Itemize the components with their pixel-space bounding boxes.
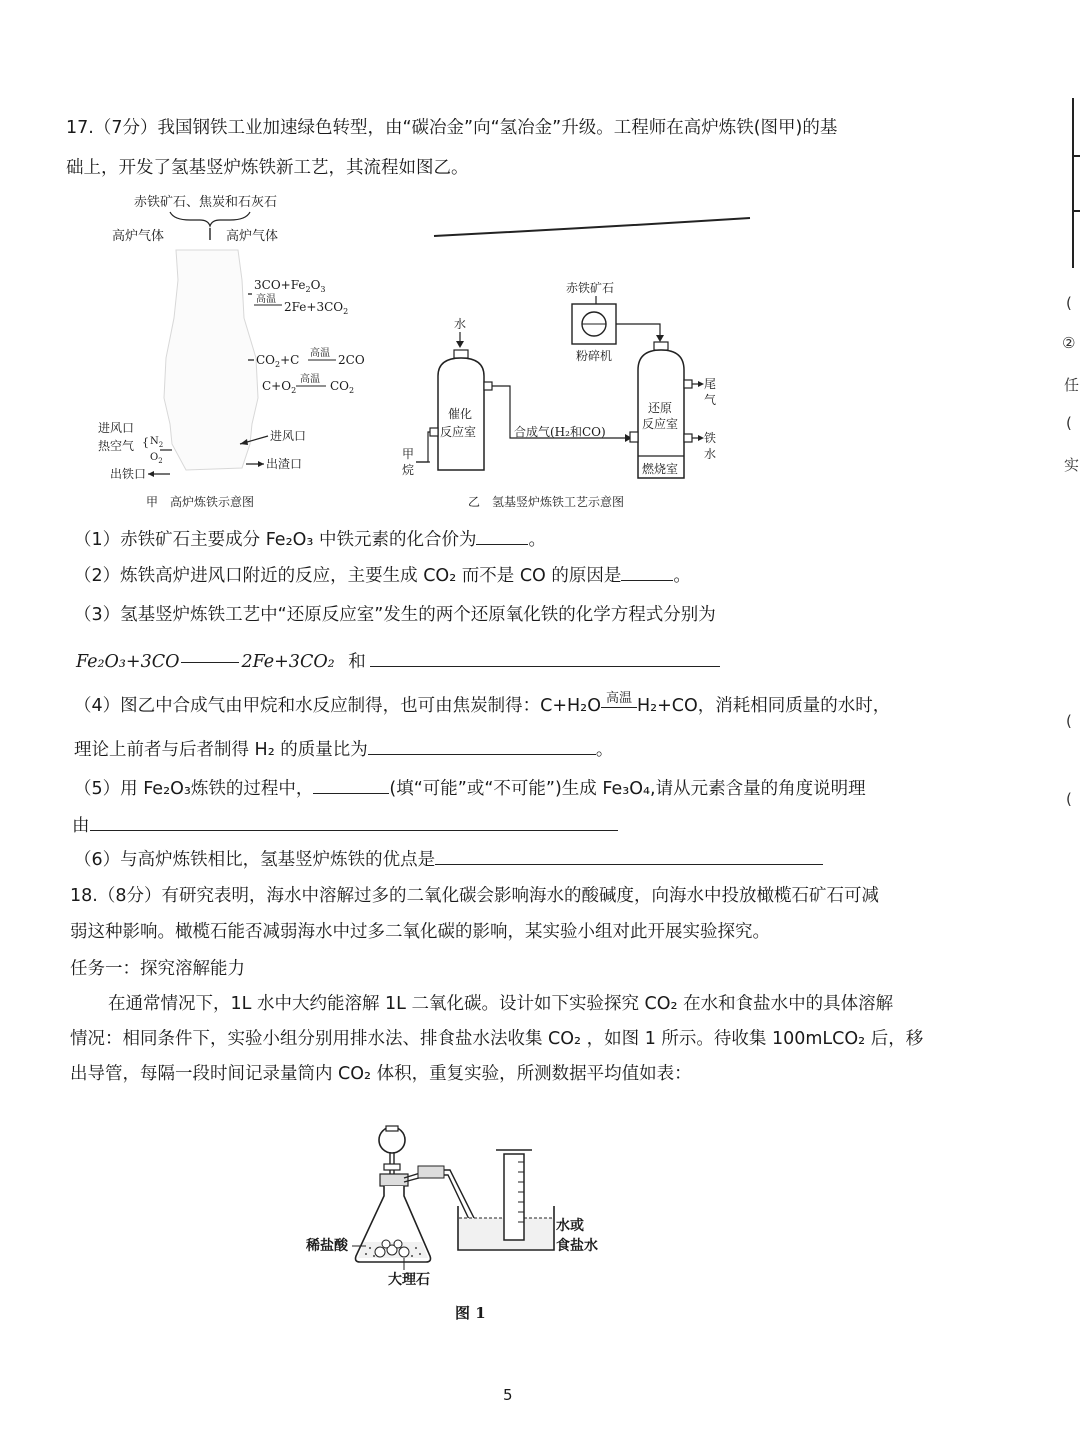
q17-part4-cond-wrap bbox=[601, 690, 637, 708]
svg-text:N2 bbox=[150, 436, 163, 449]
figure-1-apparatus bbox=[300, 1120, 620, 1320]
q17-part5-line2 bbox=[72, 812, 618, 837]
edge-mark-2: ② bbox=[1062, 334, 1076, 352]
q17-part5-text-c: 由 bbox=[72, 816, 90, 836]
fig-yi-iron-2: 水 bbox=[704, 447, 717, 461]
svg-text:O2 bbox=[150, 452, 163, 465]
q17-part3-equation bbox=[76, 648, 720, 673]
q17-part3-eq-left: Fe₂O₃+3CO bbox=[76, 652, 180, 672]
svg-text:CO2+C bbox=[256, 353, 299, 369]
q17-part6-text: （6）与高炉炼铁相比，氢基竖炉炼铁的优点是 bbox=[74, 850, 436, 870]
fig-yi-red-2: 反应室 bbox=[642, 417, 679, 431]
fig-jia-eq1-o: O bbox=[310, 278, 321, 292]
fig-jia-eq2-cond: 高温 bbox=[310, 348, 330, 359]
fig-jia-eq2-co: CO bbox=[256, 353, 276, 367]
q17-part6-blank[interactable] bbox=[435, 846, 823, 865]
figure-hydrogen-furnace bbox=[392, 278, 722, 518]
q17-part1 bbox=[74, 526, 546, 551]
fig-jia-n2: N bbox=[150, 436, 159, 447]
q17-part5-blank-a[interactable] bbox=[313, 775, 389, 794]
fig-jia-gas-left: 高炉气体 bbox=[112, 229, 165, 244]
right-edge-tick-2 bbox=[1072, 210, 1080, 212]
fig-yi-methane-2: 烷 bbox=[402, 463, 415, 477]
fig-yi-methane-1: 甲 bbox=[402, 447, 415, 461]
q17-part3-eq-right: 2Fe+3CO₂ bbox=[241, 652, 335, 672]
fig-yi-tail-1: 尾 bbox=[704, 377, 717, 391]
q17-part5-text-a: （5）用 Fe₂O₃炼铁的过程中， bbox=[74, 779, 314, 799]
q18-stem-line1: 18.（8分）有研究表明，海水中溶解过多的二氧化碳会影响海水的酸碱度，向海水中投放橄榄石矿石可减 bbox=[70, 886, 879, 906]
q18-task1: 任务一：探究溶解能力 bbox=[70, 959, 245, 979]
q17-part2-text: （2）炼铁高炉进风口附近的反应，主要生成 CO₂ 而不是 CO 的原因是 bbox=[74, 566, 622, 586]
q17-part1-end: 。 bbox=[528, 530, 546, 550]
fig-jia-eq1-right-sub: 2 bbox=[343, 307, 349, 316]
fig-jia-o2: O bbox=[150, 452, 159, 463]
q17-part4-cond: 高温 bbox=[605, 690, 632, 706]
fig-jia-inlet-left: 进风口 bbox=[98, 421, 135, 435]
fig-jia-eq3-sub: 2 bbox=[291, 386, 297, 395]
q17-part4-line2 bbox=[74, 736, 613, 761]
fig-yi-cat-1: 催化 bbox=[448, 407, 473, 421]
fig-yi-water: 水 bbox=[454, 317, 467, 331]
q17-part3: （3）氢基竖炉炼铁工艺中“还原反应室”发生的两个还原氧化铁的化学方程式分别为 bbox=[74, 605, 716, 625]
q17-part4-line1 bbox=[74, 692, 890, 717]
fig-yi-iron-1: 铁 bbox=[704, 431, 717, 445]
fig-jia-eq3-right: CO bbox=[330, 379, 350, 393]
edge-mark-5: 实 bbox=[1064, 456, 1080, 474]
fig1-water-label-1: 水或 bbox=[556, 1218, 584, 1234]
fig-jia-eq1-right: 2Fe+3CO bbox=[284, 300, 344, 314]
q17-stem-line2: 础上，开发了氢基竖炉炼铁新工艺，其流程如图乙。 bbox=[66, 158, 469, 178]
edge-mark-6: ( bbox=[1066, 712, 1072, 730]
right-edge-tick-1 bbox=[1072, 155, 1080, 157]
fig1-water-label-2: 食盐水 bbox=[556, 1238, 598, 1254]
fig-jia-caption: 甲 高炉炼铁示意图 bbox=[146, 495, 255, 509]
q17-part3-blank[interactable] bbox=[370, 648, 720, 667]
fig-yi-burn: 燃烧室 bbox=[642, 462, 679, 476]
q17-part4-text-b: H₂+CO，消耗相同质量的水时， bbox=[636, 696, 891, 716]
fig-yi-ore: 赤铁矿石 bbox=[566, 281, 615, 295]
fig1-caption: 图 1 bbox=[455, 1304, 486, 1320]
fig-jia-eq1-sub2: 3 bbox=[320, 285, 326, 294]
fig-jia-inlet-right: 进风口 bbox=[270, 429, 307, 443]
fig-jia-iron-out: 出铁口 bbox=[110, 467, 147, 481]
q18-para-line1: 在通常情况下，1L 水中大约能溶解 1L 二氧化碳。设计如下实验探究 CO₂ 在水和食盐水中的具体溶解 bbox=[108, 994, 894, 1014]
fig-jia-o2-sub: 2 bbox=[158, 457, 163, 465]
fig-jia-eq2-sub: 2 bbox=[275, 360, 281, 369]
fig-jia-eq2-c: +C bbox=[280, 353, 300, 367]
q17-part6 bbox=[74, 846, 823, 871]
q17-part1-blank[interactable] bbox=[476, 526, 528, 545]
fig-yi-crusher: 粉碎机 bbox=[576, 349, 613, 363]
fig1-marble-label: 大理石 bbox=[388, 1272, 430, 1288]
fig-jia-eq2-right: 2CO bbox=[338, 353, 365, 367]
q18-stem-line2: 弱这种影响。橄榄石能否减弱海水中过多二氧化碳的影响，某实验小组对此开展实验探究。 bbox=[70, 922, 770, 942]
fig-yi-caption: 乙 氢基竖炉炼铁工艺示意图 bbox=[468, 495, 625, 509]
fig-yi-cat-2: 反应室 bbox=[440, 425, 477, 439]
q17-part4-blank[interactable] bbox=[368, 736, 596, 755]
fig1-cylinder bbox=[504, 1154, 524, 1240]
q17-part5-line1 bbox=[74, 775, 866, 800]
q17-part5-text-b: (填“可能”或“不可能”)生成 Fe₃O₄,请从元素含量的角度说明理 bbox=[389, 779, 866, 799]
q17-part3-and: 和 bbox=[348, 652, 366, 672]
fig-jia-gas-right: 高炉气体 bbox=[226, 229, 279, 244]
edge-mark-4: ( bbox=[1066, 414, 1072, 432]
q17-part1-text: （1）赤铁矿石主要成分 Fe₂O₃ 中铁元素的化合价为 bbox=[74, 530, 477, 550]
fig-yi-tail-2: 气 bbox=[704, 393, 717, 407]
fig-jia-eq3-right-sub: 2 bbox=[349, 386, 355, 395]
fig-jia-furnace-body bbox=[164, 250, 258, 470]
figure-blast-furnace bbox=[90, 188, 420, 518]
q17-part4-text-c: 理论上前者与后者制得 H₂ 的质量比为 bbox=[74, 740, 368, 760]
q17-part3-eq-bar bbox=[181, 662, 239, 663]
svg-text:CO2 bbox=[330, 379, 354, 395]
svg-text:C+O2 bbox=[262, 379, 296, 395]
q17-part2 bbox=[74, 562, 691, 587]
fig-jia-eq1-sub: 2 bbox=[305, 285, 311, 294]
q18-para-line2: 情况：相同条件下，实验小组分别用排水法、排食盐水法收集 CO₂ ，如图 1 所示。待收集 100mLCO₂ 后，移 bbox=[70, 1029, 924, 1049]
svg-text:{: { bbox=[142, 436, 149, 449]
q18-para-line3: 出导管，每隔一段时间记录量筒内 CO₂ 体积，重复实验，所测数据平均值如表： bbox=[70, 1064, 692, 1084]
fig-yi-red-1: 还原 bbox=[648, 401, 673, 415]
q17-part4-end: 。 bbox=[595, 740, 614, 760]
fig-jia-top-label: 赤铁矿石、焦炭和石灰石 bbox=[134, 195, 278, 210]
right-edge-strip bbox=[1072, 98, 1080, 268]
edge-mark-3: 任 bbox=[1064, 376, 1080, 394]
q17-part5-blank-b[interactable] bbox=[90, 812, 618, 831]
scan-line bbox=[430, 212, 760, 242]
q17-part4-text-a: （4）图乙中合成气由甲烷和水反应制得，也可由焦炭制得：C+H₂O bbox=[74, 696, 601, 716]
q17-stem-line1: 17.（7分）我国钢铁工业加速绿色转型，由“碳冶金”向“氢冶金”升级。工程师在高炉炼铁(图甲)的基 bbox=[66, 118, 838, 138]
fig-jia-n2-sub: 2 bbox=[158, 441, 164, 449]
fig-jia-eq3-cond: 高温 bbox=[300, 374, 320, 385]
q17-part2-blank[interactable] bbox=[621, 562, 673, 581]
fig-jia-slag-out: 出渣口 bbox=[266, 457, 303, 471]
svg-text:3CO+Fe2O3 bbox=[254, 278, 326, 294]
edge-mark-7: ( bbox=[1066, 790, 1072, 808]
page-number: 5 bbox=[503, 1386, 513, 1404]
edge-mark-1: ( bbox=[1066, 294, 1072, 312]
fig1-acid-label: 稀盐酸 bbox=[306, 1238, 348, 1254]
q17-part4-bar bbox=[601, 707, 637, 708]
fig-jia-hot-air: 热空气 bbox=[98, 439, 135, 453]
q17-part2-end: 。 bbox=[673, 566, 691, 586]
fig-jia-eq3-left: C+O bbox=[262, 379, 292, 393]
fig-yi-syngas: 合成气(H₂和CO) bbox=[514, 425, 606, 439]
fig-jia-eq1-left: 3CO+Fe bbox=[254, 278, 306, 292]
fig-jia-eq1-cond: 高温 bbox=[256, 294, 276, 305]
svg-text:2Fe+3CO2 bbox=[284, 300, 348, 316]
